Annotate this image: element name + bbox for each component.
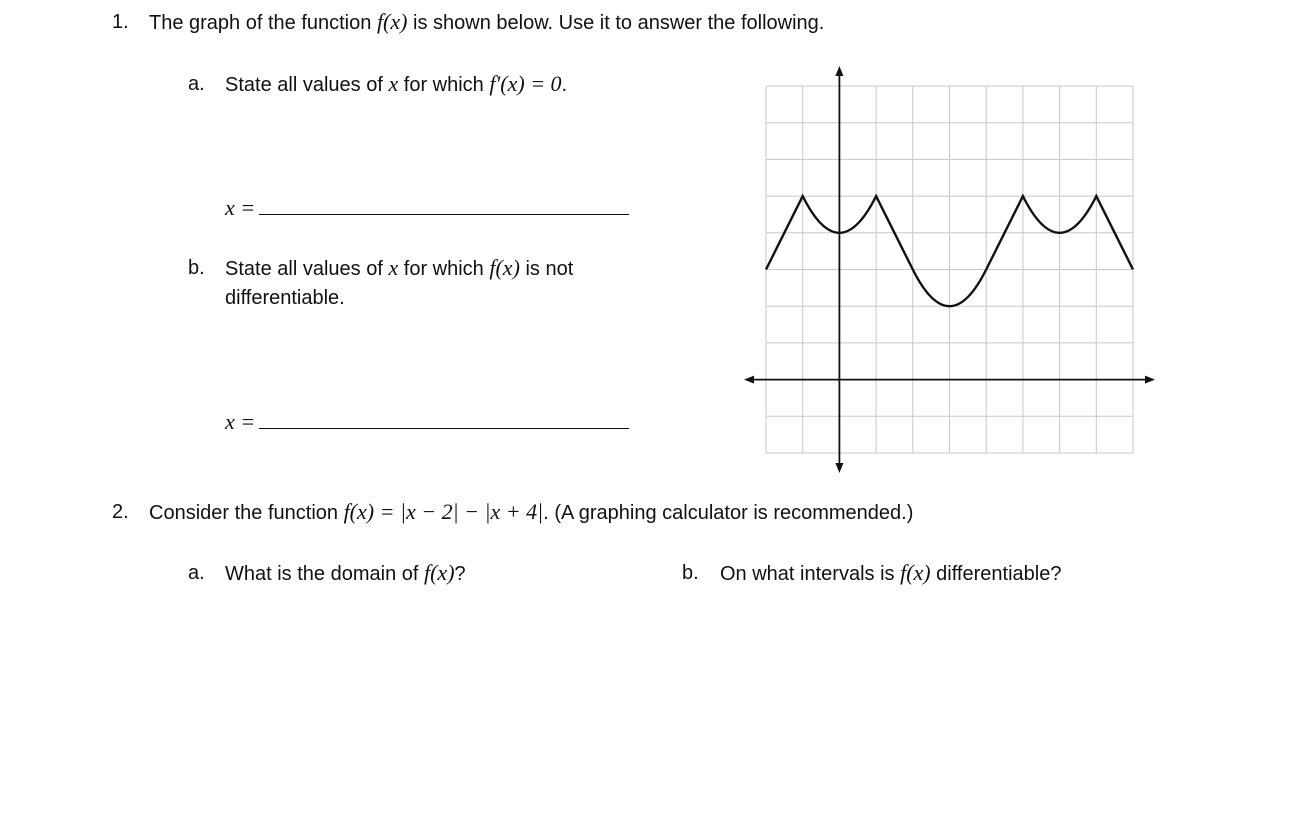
question-2-prompt: Consider the function f(x) = |x − 2| − |x + 4|. (A graphing calculator is recommended.) bbox=[149, 499, 914, 524]
q1-part-a-label: a. bbox=[188, 73, 205, 95]
answer-blank[interactable] bbox=[259, 196, 629, 215]
y-axis-arrow-down bbox=[835, 463, 843, 473]
q2-part-a-label: a. bbox=[188, 562, 205, 584]
y-axis-arrow-up bbox=[835, 66, 843, 76]
q1-part-b-text-line2: differentiable. bbox=[225, 287, 345, 309]
x-axis-arrow-right bbox=[1145, 376, 1155, 384]
answer-prefix: x = bbox=[225, 195, 256, 220]
x-axis-arrow-left bbox=[744, 376, 754, 384]
q2-part-a-text: What is the domain of f(x)? bbox=[225, 560, 466, 585]
question-2-number: 2. bbox=[112, 501, 129, 523]
q1-part-b-label: b. bbox=[188, 257, 205, 279]
function-curve bbox=[766, 196, 1133, 306]
answer-prefix: x = bbox=[225, 409, 256, 434]
q1-part-b-text: State all values of x for which f(x) is not bbox=[225, 255, 574, 280]
q2-part-b-text: On what intervals is f(x) differentiable? bbox=[720, 560, 1062, 585]
question-1-number: 1. bbox=[112, 11, 129, 33]
q2-part-b-label: b. bbox=[682, 562, 699, 584]
q1-part-a-text: State all values of x for which f′(x) = 0. bbox=[225, 71, 568, 96]
answer-blank[interactable] bbox=[259, 410, 629, 429]
q1-part-b-answer[interactable] bbox=[225, 410, 629, 435]
question-1-prompt: The graph of the function f(x) is shown below. Use it to answer the following. bbox=[149, 9, 825, 34]
q1-part-a-answer[interactable] bbox=[225, 196, 629, 221]
